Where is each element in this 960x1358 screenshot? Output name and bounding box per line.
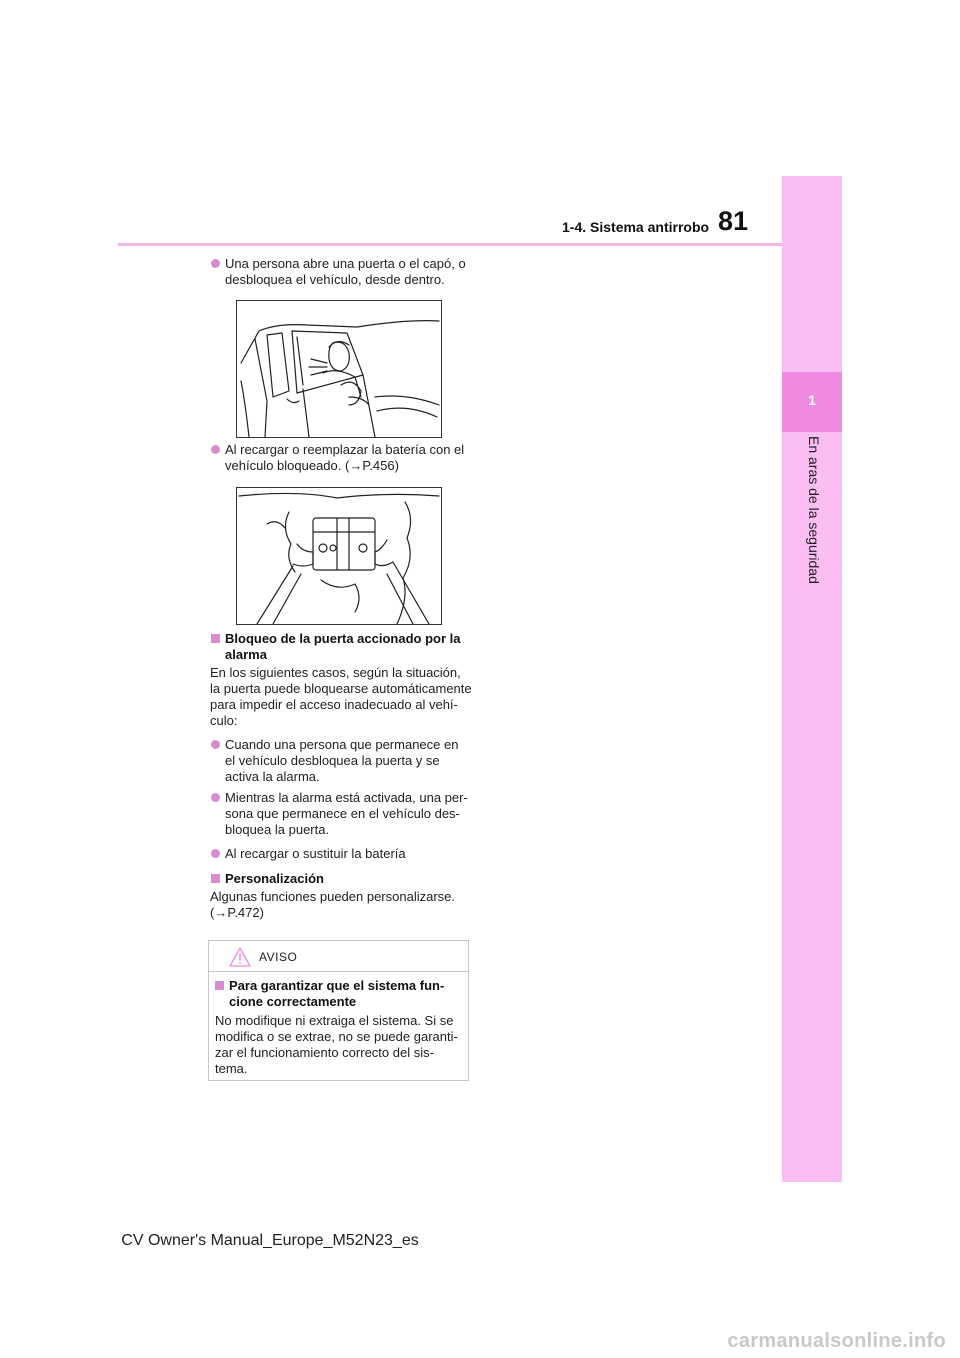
warning-header — [209, 941, 468, 972]
bullet-dot-icon — [211, 793, 220, 802]
bullet-item — [210, 442, 472, 474]
bullet-item — [210, 256, 472, 288]
car-door-drawing — [237, 301, 441, 437]
watermark: carmanualsonline.info — [727, 1330, 946, 1352]
section-title: 1-4. Sistema antirrobo — [562, 219, 710, 235]
paragraph: En los siguientes casos, según la situación, la puerta puede bloquearse automáticamente para impedir el acceso inadecuado al vehí-culo: — [210, 665, 472, 728]
section-heading — [210, 871, 472, 887]
warning-heading — [215, 978, 465, 1010]
warning-box — [208, 940, 469, 1081]
bullet-item — [210, 737, 472, 785]
bullet-item — [210, 790, 472, 838]
warning-text: No modifique ni extraiga el sistema. Si se modifica o se extrae, no se puede garanti-zar el funcionamiento correcto del sis-tema. — [215, 1013, 458, 1076]
bullet-dot-icon — [211, 445, 220, 454]
section-heading — [210, 631, 472, 663]
bullet-text: Mientras la alarma está activada, una per-sona que permanece en el vehículo des-bloquea la puerta. — [225, 790, 468, 837]
chapter-title: En aras de la seguridad — [806, 436, 822, 584]
bullet-item — [210, 846, 472, 862]
paragraph: Algunas funciones pueden personalizarse. (→P.472) — [210, 889, 456, 920]
chapter-side-tab — [782, 176, 842, 1182]
manual-footer: CV Owner's Manual_Europe_M52N23_es — [121, 1232, 419, 1249]
square-bullet-icon — [211, 874, 220, 883]
warning-triangle-icon — [229, 947, 251, 967]
illustration-car-door — [236, 300, 442, 438]
page-number: 81 — [718, 206, 749, 236]
bullet-dot-icon — [211, 259, 220, 268]
battery-drawing — [237, 488, 441, 624]
warning-label: AVISO — [259, 950, 298, 964]
square-bullet-icon — [211, 634, 220, 643]
bullet-text: Al recargar o sustituir la batería — [225, 846, 406, 861]
heading-text: Personalización — [225, 871, 324, 886]
bullet-text: Al recargar o reemplazar la batería con el vehículo bloqueado. (→P.456) — [225, 442, 465, 473]
bullet-dot-icon — [211, 849, 220, 858]
bullet-text: Cuando una persona que permanece en el vehículo desbloquea la puerta y se activa la alarma. — [225, 737, 459, 784]
bullet-dot-icon — [211, 740, 220, 749]
illustration-battery — [236, 487, 442, 625]
warning-heading-text: Para garantizar que el sistema fun-cione correctamente — [229, 978, 445, 1009]
bullet-text: Una persona abre una puerta o el capó, o desbloquea el vehículo, desde dentro. — [225, 256, 466, 287]
square-bullet-icon — [215, 981, 224, 990]
heading-text: Bloqueo de la puerta accionado por la alarma — [225, 631, 461, 662]
chapter-number: 1 — [808, 392, 816, 408]
header-rule — [118, 243, 782, 246]
